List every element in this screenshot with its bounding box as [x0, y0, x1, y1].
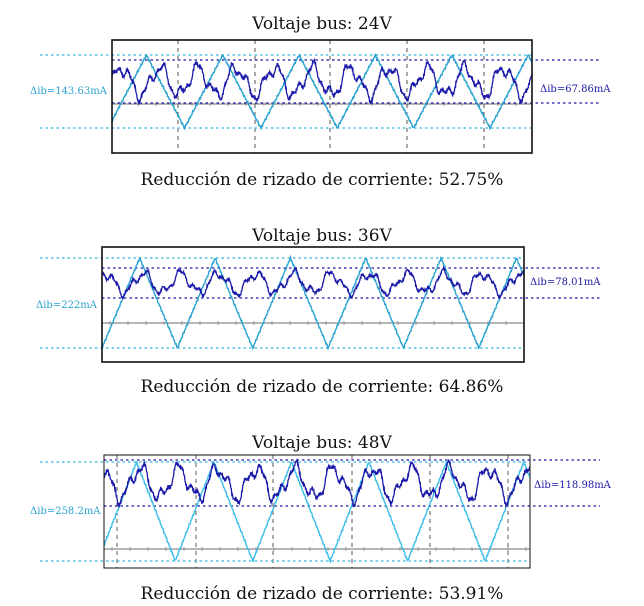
panel-title: Voltaje bus: 48V — [252, 433, 392, 453]
reduction-caption: Reducción de rizado de corriente: 64.86% — [140, 377, 504, 397]
left-ripple-label: Δib=143.63mA — [30, 86, 107, 97]
reduction-caption: Reducción de rizado de corriente: 53.91% — [140, 584, 504, 604]
right-ripple-label: Δib=118.98mA — [534, 480, 611, 491]
panel-title: Voltaje bus: 24V — [252, 14, 392, 34]
panel-title: Voltaje bus: 36V — [252, 226, 392, 246]
left-ripple-label: Δib=258.2mA — [30, 506, 101, 517]
dark-current-trace — [104, 459, 530, 507]
reduction-caption: Reducción de rizado de corriente: 52.75% — [140, 170, 504, 190]
right-ripple-label: Δib=78.01mA — [530, 277, 601, 288]
light-current-trace — [104, 461, 530, 561]
left-ripple-label: Δib=222mA — [36, 300, 97, 311]
right-ripple-label: Δib=67.86mA — [540, 84, 611, 95]
